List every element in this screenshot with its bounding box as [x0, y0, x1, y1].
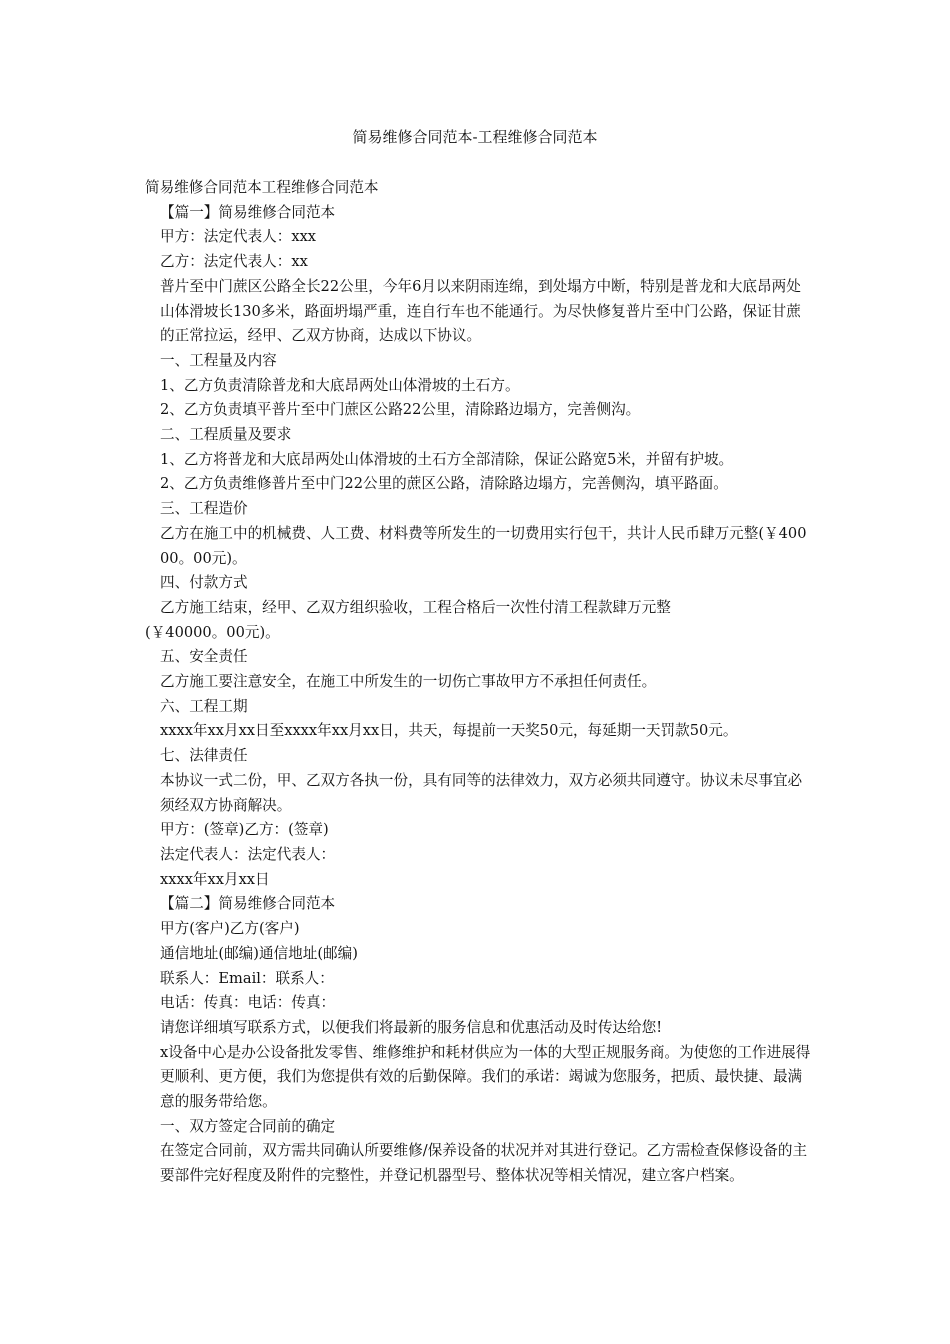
paragraph-line: 在签定合同前，双方需共同确认所要维修/保养设备的状况并对其进行登记。乙方需检查保修设备的主要部件完好程度及附件的完整性，并登记机器型号、整体状况等相关情况，建立客户档案。: [160, 1142, 808, 1185]
paragraph-line: 六、工程工期: [160, 697, 248, 715]
paragraph-line: 2、乙方负责维修普片至中门22公里的蔗区公路，清除路边塌方，完善侧沟，填平路面。: [160, 475, 728, 493]
paragraph-line: 简易维修合同范本工程维修合同范本: [145, 179, 379, 196]
paragraph-line: 七、法律责任: [160, 747, 248, 765]
paragraph-line: 通信地址(邮编)通信地址(邮编): [160, 944, 358, 962]
paragraph-line: 乙方施工结束，经甲、乙双方组织验收，工程合格后一次性付清工程款肆万元整: [160, 598, 671, 616]
paragraph-line: 请您详细填写联系方式，以便我们将最新的服务信息和优惠活动及时传达给您!: [160, 1018, 663, 1036]
paragraph-line: 【篇二】简易维修合同范本: [160, 895, 336, 913]
paragraph-line: 【篇一】简易维修合同范本: [160, 203, 336, 221]
paragraph-line: 电话：传真：电话：传真：: [160, 994, 336, 1012]
paragraph-line: 乙方施工要注意安全，在施工中所发生的一切伤亡事故甲方不承担任何责任。: [160, 673, 657, 691]
paragraph-line: 1、乙方负责清除普龙和大底昂两处山体滑坡的土石方。: [160, 376, 520, 394]
paragraph-line: 1、乙方将普龙和大底昂两处山体滑坡的土石方全部清除，保证公路宽5米，并留有护坡。: [160, 450, 734, 468]
paragraph-line: x设备中心是办公设备批发零售、维修维护和耗材供应为一体的大型正规服务商。为使您的工作进展得更顺利、更方便，我们为您提供有效的后勤保障。我们的承诺：竭诚为您服务，把质、最快捷、最满意的服务带给您。: [160, 1043, 811, 1111]
paragraph-line: 五、安全责任: [160, 648, 248, 666]
paragraph-line: 一、双方签定合同前的确定: [160, 1117, 336, 1135]
paragraph-line: 一、工程量及内容: [160, 351, 277, 369]
paragraph-line: 甲方：法定代表人：xxx: [160, 228, 317, 246]
paragraph-line: 本协议一式二份，甲、乙双方各执一份，具有同等的法律效力，双方必须共同遵守。协议未尽事宜必须经双方协商解决。: [160, 771, 803, 814]
paragraph-line: 二、工程质量及要求: [160, 426, 292, 444]
paragraph-line: xxxx年xx月xx日: [160, 870, 270, 888]
paragraph-line: (￥40000。00元)。: [145, 623, 280, 641]
paragraph-line: 2、乙方负责填平普片至中门蔗区公路22公里，清除路边塌方，完善侧沟。: [160, 401, 641, 419]
paragraph-line: 联系人：Email：联系人：: [160, 969, 334, 987]
paragraph-line: xxxx年xx月xx日至xxxx年xx月xx日，共天，每提前一天奖50元，每延期一天罚款50元。: [160, 722, 738, 740]
paragraph-line: 乙方：法定代表人：xx: [160, 253, 308, 271]
paragraph-line: 甲方：(签章)乙方：(签章): [160, 821, 329, 839]
paragraph-line: 甲方(客户)乙方(客户): [160, 920, 300, 938]
paragraph-line: 法定代表人：法定代表人：: [160, 845, 336, 863]
paragraph-line: 乙方在施工中的机械费、人工费、材料费等所发生的一切费用实行包干，共计人民币肆万元整(￥40000。00元)。: [160, 524, 807, 567]
paragraph-line: 三、工程造价: [160, 500, 248, 518]
document-body: [145, 176, 813, 1189]
paragraph-line: 四、付款方式: [160, 574, 248, 592]
document-title: 简易维修合同范本-工程维修合同范本: [352, 128, 598, 146]
paragraph-line: 普片至中门蔗区公路全长22公里，今年6月以来阴雨连绵，到处塌方中断，特别是普龙和大底昂两处山体滑坡长130多米，路面坍塌严重，连自行车也不能通行。为尽快修复普片至中门公路，保证甘蔗的正常拉运，经甲、乙双方协商，达成以下协议。: [160, 277, 801, 345]
